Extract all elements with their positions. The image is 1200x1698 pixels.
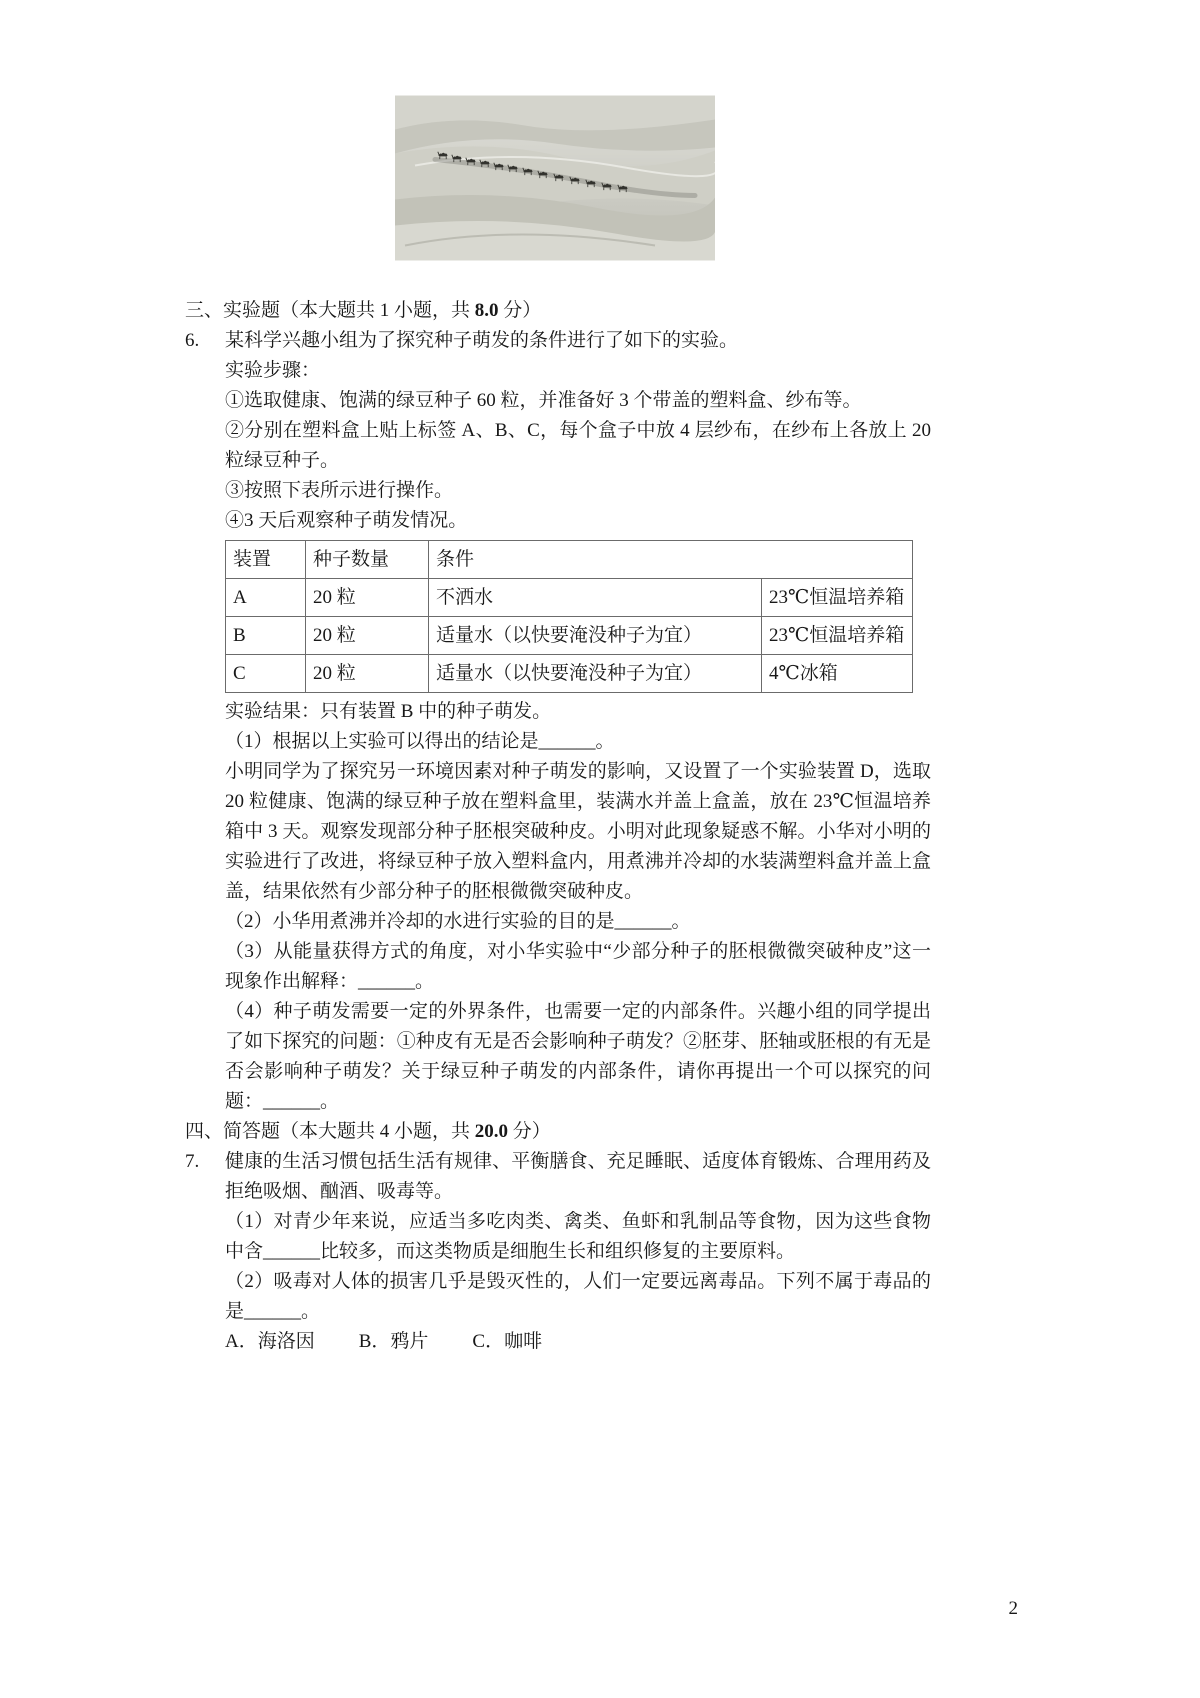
experiment-intro: 某科学兴趣小组为了探究种子萌发的条件进行了如下的实验。 — [225, 330, 739, 351]
question-7-part-1: （1）对青少年来说，应适当多吃肉类、禽类、鱼虾和乳制品等食物，因为这些食物中含______比较多，而这类物质是细胞生长和组织修复的主要原料。 — [225, 1211, 931, 1262]
table-cell-count: 20 粒 — [306, 579, 429, 617]
experiment-steps-label: 实验步骤： — [225, 360, 321, 381]
table-row — [226, 617, 913, 655]
question-7-body — [225, 1147, 931, 1357]
table-header-device: 装置 — [226, 541, 306, 579]
question-6-body — [225, 326, 931, 1117]
experiment-step-1: ①选取健康、饱满的绿豆种子 60 粒，并准备好 3 个带盖的塑料盒、纱布等。 — [225, 390, 862, 411]
question-7-options — [225, 1327, 931, 1357]
table-cell-environment: 4℃冰箱 — [762, 655, 913, 693]
experiment-step-3: ③按照下表所示进行操作。 — [225, 480, 454, 501]
table-cell-condition: 适量水（以快要淹没种子为宜） — [429, 617, 762, 655]
section-3-header-suffix: 分） — [498, 300, 542, 321]
section-4-header-suffix: 分） — [508, 1121, 551, 1142]
section-3-header-text: 三、实验题（本大题共 1 小题，共 — [185, 300, 475, 321]
section-3-score: 8.0 — [474, 300, 499, 321]
section-4-score: 20.0 — [474, 1121, 509, 1142]
table-header-count: 种子数量 — [306, 541, 429, 579]
table-cell-count: 20 粒 — [306, 617, 429, 655]
page-number: 2 — [1008, 1598, 1018, 1619]
experiment-step-2: ②分别在塑料盒上贴上标签 A、B、C，每个盒子中放 4 层纱布，在纱布上各放上 20 粒绿豆种子。 — [225, 420, 931, 471]
option-a: A．海洛因 — [225, 1331, 315, 1352]
section-4-header-text: 四、简答题（本大题共 4 小题，共 — [185, 1121, 475, 1142]
table-header-condition: 条件 — [429, 541, 913, 579]
question-7 — [185, 1147, 931, 1357]
table-row — [226, 579, 913, 617]
table-cell-environment: 23℃恒温培养箱 — [762, 617, 913, 655]
question-6 — [185, 326, 931, 1117]
question-7-part-2: （2）吸毒对人体的损害几乎是毁灭性的，人们一定要远离毒品。下列不属于毒品的是______。 — [225, 1271, 931, 1322]
figure-container — [395, 95, 715, 261]
section-3-header — [185, 296, 931, 326]
question-6-part-4: （4）种子萌发需要一定的外界条件，也需要一定的内部条件。兴趣小组的同学提出了如下探究的问题：①种皮有无是否会影响种子萌发？②胚芽、胚轴或胚根的有无是否会影响种子萌发？关于绿豆种子萌发的内部条件，请你再提出一个可以探究的问题：______。 — [225, 1001, 931, 1112]
table-cell-count: 20 粒 — [306, 655, 429, 693]
table-cell-condition: 不洒水 — [429, 579, 762, 617]
experiment-result: 实验结果：只有装置 B 中的种子萌发。 — [225, 701, 552, 722]
option-b: B．鸦片 — [358, 1331, 429, 1352]
table-header-row — [226, 541, 913, 579]
question-7-number: 7. — [185, 1151, 200, 1172]
table-row — [226, 655, 913, 693]
question-6-part-3: （3）从能量获得方式的角度，对小华实验中“少部分种子的胚根微微突破种皮”这一现象作出解释：______。 — [225, 941, 931, 992]
table-cell-device: B — [226, 617, 306, 655]
option-c: C．咖啡 — [472, 1331, 543, 1352]
table-cell-condition: 适量水（以快要淹没种子为宜） — [429, 655, 762, 693]
question-6-followup: 小明同学为了探究另一环境因素对种子萌发的影响，又设置了一个实验装置 D，选取 20 粒健康、饱满的绿豆种子放在塑料盒里，装满水并盖上盒盖，放在 23℃恒温培养箱中 3 天。观察发现部分种子胚根突破种皮。小明对此现象疑惑不解。小华对小明的实验进行了改进，将绿豆种子放入塑料盒内，用煮沸并冷却的水装满塑料盒并盖上盒盖，结果依然有少部分种子的胚根微微突破种皮。 — [225, 761, 931, 902]
question-6-number: 6. — [185, 330, 200, 351]
camel-caravan-photo — [395, 95, 715, 261]
question-7-intro: 健康的生活习惯包括生活有规律、平衡膳食、充足睡眠、适度体育锻炼、合理用药及拒绝吸烟、酗酒、吸毒等。 — [225, 1151, 931, 1202]
experiment-step-4: ④3 天后观察种子萌发情况。 — [225, 510, 468, 531]
question-6-part-1: （1）根据以上实验可以得出的结论是______。 — [225, 731, 615, 752]
question-6-part-2: （2）小华用煮沸并冷却的水进行实验的目的是______。 — [225, 911, 691, 932]
table-cell-device: A — [226, 579, 306, 617]
section-4-header — [185, 1117, 931, 1147]
experiment-table — [225, 540, 913, 693]
document-body — [185, 296, 931, 1357]
table-cell-environment: 23℃恒温培养箱 — [762, 579, 913, 617]
table-cell-device: C — [226, 655, 306, 693]
